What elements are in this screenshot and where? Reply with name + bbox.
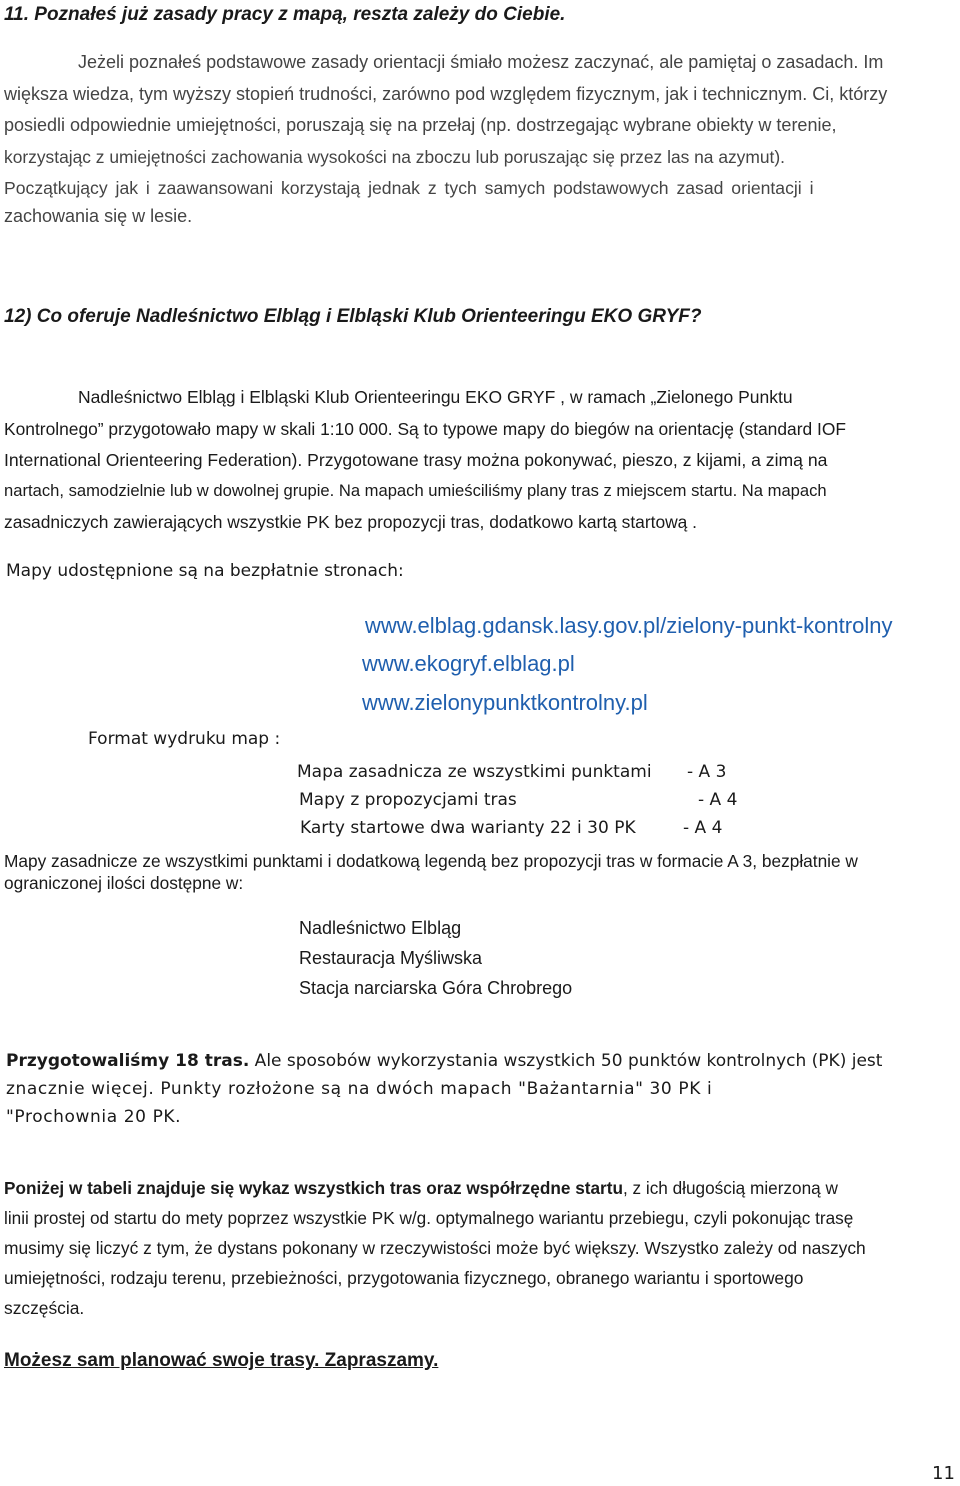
section-11-line: posiedli odpowiednie umiejętności, poruszają się na przełaj (np. dostrzegając wybrane obiekty w terenie, — [4, 115, 837, 135]
format-row-name: Mapy z propozycjami tras — [299, 790, 517, 810]
section-12-line: zasadniczych zawierających wszystkie PK bez propozycji tras, dodatkowo kartą startową . — [4, 512, 698, 532]
routes-line-3: "Prochownia 20 PK. — [6, 1107, 182, 1127]
section-11-line: Jeżeli poznałeś podstawowe zasady orientacji śmiało możesz zaczynać, ale pamiętaj o zasadach. Im — [78, 52, 884, 72]
place-item: Nadleśnictwo Elbląg — [299, 918, 462, 938]
availability-line: Mapy zasadnicze ze wszystkimi punktami i dodatkową legendą bez propozycji tras w formacie A 3, bezpłatnie w — [4, 851, 858, 871]
table-info-line: musimy się liczyć z tym, że dystans pokonany w rzeczywistości może być większy. Wszystko zależy od naszych — [4, 1238, 866, 1258]
routes-bold: Przygotowaliśmy 18 tras. — [6, 1051, 250, 1071]
closing-text: Możesz sam planować swoje trasy. Zapraszamy. — [4, 1350, 439, 1371]
section-12-title: 12) Co oferuje Nadleśnictwo Elbląg i Elbląski Klub Orienteeringu EKO GRYF? — [4, 306, 702, 327]
format-row-size: - A 4 — [698, 790, 738, 810]
link-lasy[interactable]: www.elblag.gdansk.lasy.gov.pl/zielony-punkt-kontrolny — [365, 613, 893, 638]
format-row-size: - A 3 — [687, 762, 727, 782]
maps-intro: Mapy udostępnione są na bezpłatnie stronach: — [6, 561, 404, 581]
section-11-title: 11. Poznałeś już zasady pracy z mapą, reszta zależy do Ciebie. — [4, 4, 566, 25]
routes-line-1 — [6, 1050, 882, 1072]
print-format-label: Format wydruku map : — [88, 729, 281, 749]
section-11-line: Początkujący jak i zaawansowani korzystają jednak z tych samych podstawowych zasad orientacji i — [4, 178, 814, 198]
section-11-line: większa wiedza, tym wyższy stopień trudności, zarówno pod względem fizycznym, jak i technicznym. Ci, którzy — [4, 84, 888, 104]
format-row-size: - A 4 — [683, 818, 723, 838]
availability-line: ograniczonej ilości dostępne w: — [4, 873, 244, 893]
section-12-line: Nadleśnictwo Elbląg i Elbląski Klub Orienteeringu EKO GRYF , w ramach „Zielonego Punktu — [78, 387, 793, 407]
table-info-line: szczęścia. — [4, 1298, 85, 1318]
section-12-line: International Orienteering Federation). Przygotowane trasy można pokonywać, pieszo, z kijami, a zimą na — [4, 450, 828, 470]
link-zielony-punkt[interactable]: www.zielonypunktkontrolny.pl — [362, 690, 648, 715]
link-ekogryf[interactable]: www.ekogryf.elblag.pl — [362, 651, 575, 676]
table-info-line: umiejętności, rodzaju terenu, przebieżności, przygotowania fizycznego, obranego wariantu i sportowego — [4, 1268, 804, 1288]
table-info-line: linii prostej od startu do mety poprzez wszystkie PK w/g. optymalnego wariantu przebiegu, czyli pokonując trasę — [4, 1208, 854, 1228]
section-12-line: nartach, samodzielnie lub w dowolnej grupie. Na mapach umieściliśmy plany tras z miejscem startu. Na mapach — [4, 481, 827, 500]
section-12-line: Kontrolnego” przygotowało mapy w skali 1:10 000. Są to typowe mapy do biegów na orientację (standard IOF — [4, 419, 846, 439]
routes-line-2: znacznie więcej. Punkty rozłożone są na dwóch mapach "Bażantarnia" 30 PK i — [6, 1079, 713, 1099]
section-11-line: zachowania się w lesie. — [4, 206, 193, 226]
format-row-name: Mapa zasadnicza ze wszystkimi punktami — [297, 762, 652, 782]
format-row-name: Karty startowe dwa warianty 22 i 30 PK — [300, 818, 636, 838]
section-11-line: korzystając z umiejętności zachowania wysokości na zboczu lub poruszając się przez las na azymut). — [4, 147, 785, 167]
routes-rest: Ale sposobów wykorzystania wszystkich 50 punktów kontrolnych (PK) jest — [249, 1051, 883, 1071]
place-item: Restauracja Myśliwska — [299, 948, 483, 968]
table-info-bold: Poniżej w tabeli znajduje się wykaz wszystkich tras oraz współrzędne startu — [4, 1178, 623, 1198]
table-info-rest: , z ich długością mierzoną w — [622, 1178, 838, 1198]
page-number: 11 — [932, 1463, 955, 1484]
table-info-line-1 — [4, 1177, 838, 1199]
place-item: Stacja narciarska Góra Chrobrego — [299, 978, 573, 998]
